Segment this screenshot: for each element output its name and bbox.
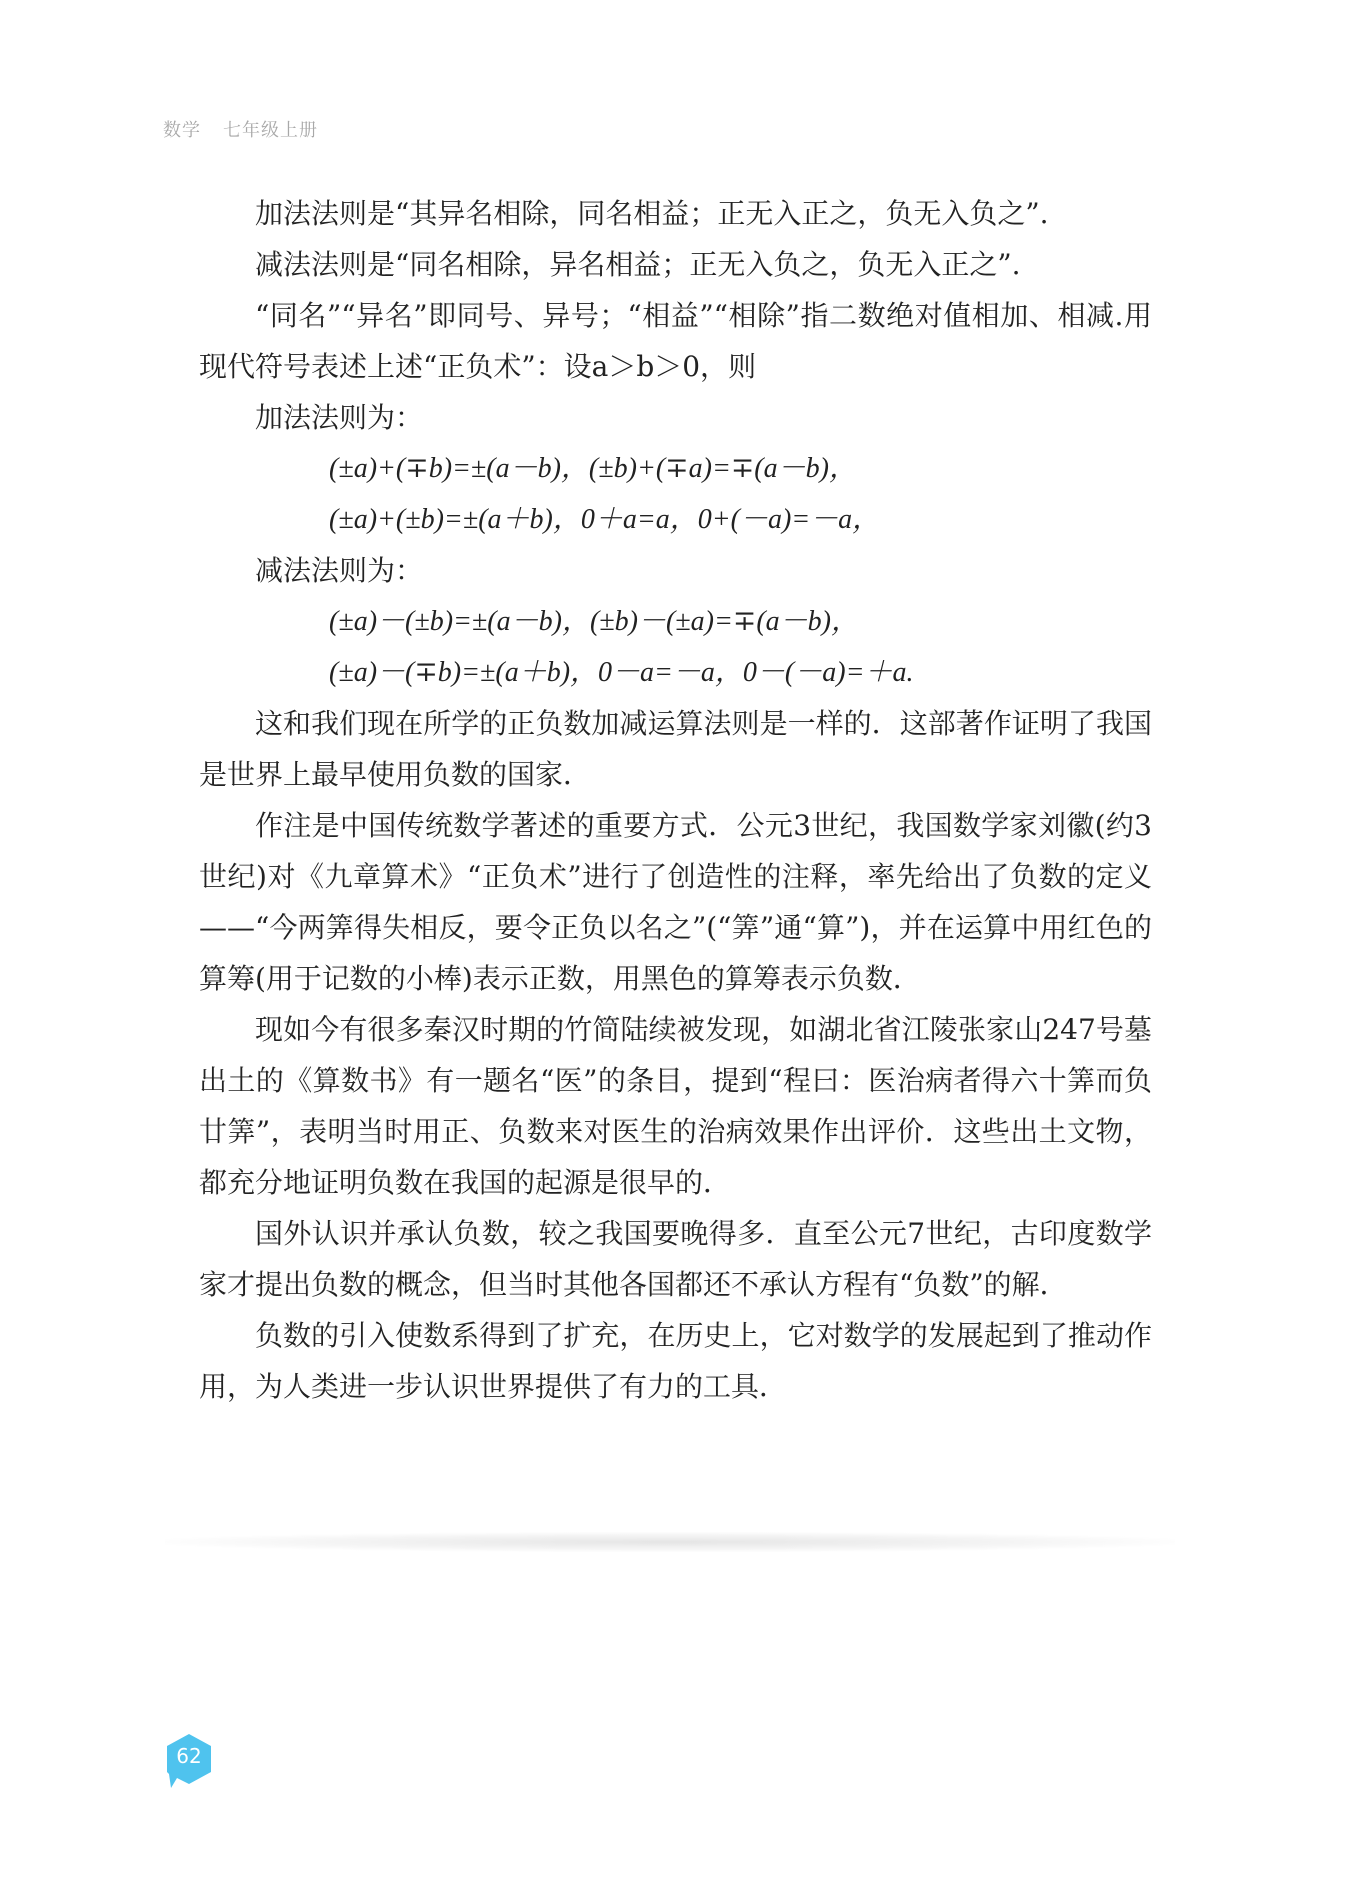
significance-paragraph: 负数的引入使数系得到了扩充，在历史上，它对数学的发展起到了推动作用，为人类进一步认识世界提供了有力的工具． [199,1319,1152,1403]
bamboo-slips-paragraph: 现如今有很多秦汉时期的竹简陆续被发现，如湖北省江陵张家山247号墓出土的《算数书》有一题名“医”的条目，提到“程曰：医治病者得六十筭而负廿筭”，表明当时用正、负数来对医生的治病效果作出评价．这些出土文物，都充分地证明负数在我国的起源是很早的． [199,1013,1152,1199]
main-text [199,188,1152,1412]
running-header [163,116,318,142]
explanation-paragraph: “同名”“异名”即同号、异号；“相益”“相除”指二数绝对值相加、相减.用现代符号表述上述“正负术”：设a＞b＞0，则 [199,299,1152,383]
section-divider-shadow [165,1532,1175,1552]
foreign-history-paragraph: 国外认识并承认负数，较之我国要晚得多．直至公元7世纪，古印度数学家才提出负数的概念，但当时其他各国都还不承认方程有“负数”的解． [199,1217,1152,1301]
subtraction-rule-label: 减法法则为： [255,554,424,587]
addition-formula-2: (±a)+(±b)=±(a＋b)，0＋a=a，0+(－a)=－a， [329,504,881,535]
addition-rule-label: 加法法则为： [255,401,424,434]
liu-hui-paragraph: 作注是中国传统数学著述的重要方式．公元3世纪，我国数学家刘徽(约3世纪)对《九章算术》“正负术”进行了创造性的注释，率先给出了负数的定义——“今两筭得失相反，要令正负以名之”(“筭”通“算”)，并在运算中用红色的算筹(用于记数的小棒)表示正数，用黑色的算筹表示负数． [199,809,1152,995]
subtraction-formula-1: (±a)－(±b)=±(a－b)，(±b)－(±a)=∓(a－b)， [329,606,859,637]
subtraction-formula-2: (±a)－(∓b)=±(a＋b)，0－a=－a，0－(－a)=＋a. [329,657,914,688]
conclusion-paragraph: 这和我们现在所学的正负数加减运算法则是一样的．这部著作证明了我国是世界上最早使用负数的国家． [199,707,1152,791]
addition-rule-quote: 加法法则是“其异名相除，同名相益；正无入正之，负无入负之”. [255,197,1049,230]
page-number: 62 [176,1744,202,1768]
header-subject: 数学 [163,120,201,141]
page-number-badge [163,1732,215,1790]
subtraction-rule-quote: 减法法则是“同名相除，异名相益；正无入负之，负无入正之”. [255,248,1021,281]
header-grade: 七年级上册 [223,120,318,141]
addition-formula-1: (±a)+(∓b)=±(a－b)，(±b)+(∓a)=∓(a－b)， [329,453,857,484]
